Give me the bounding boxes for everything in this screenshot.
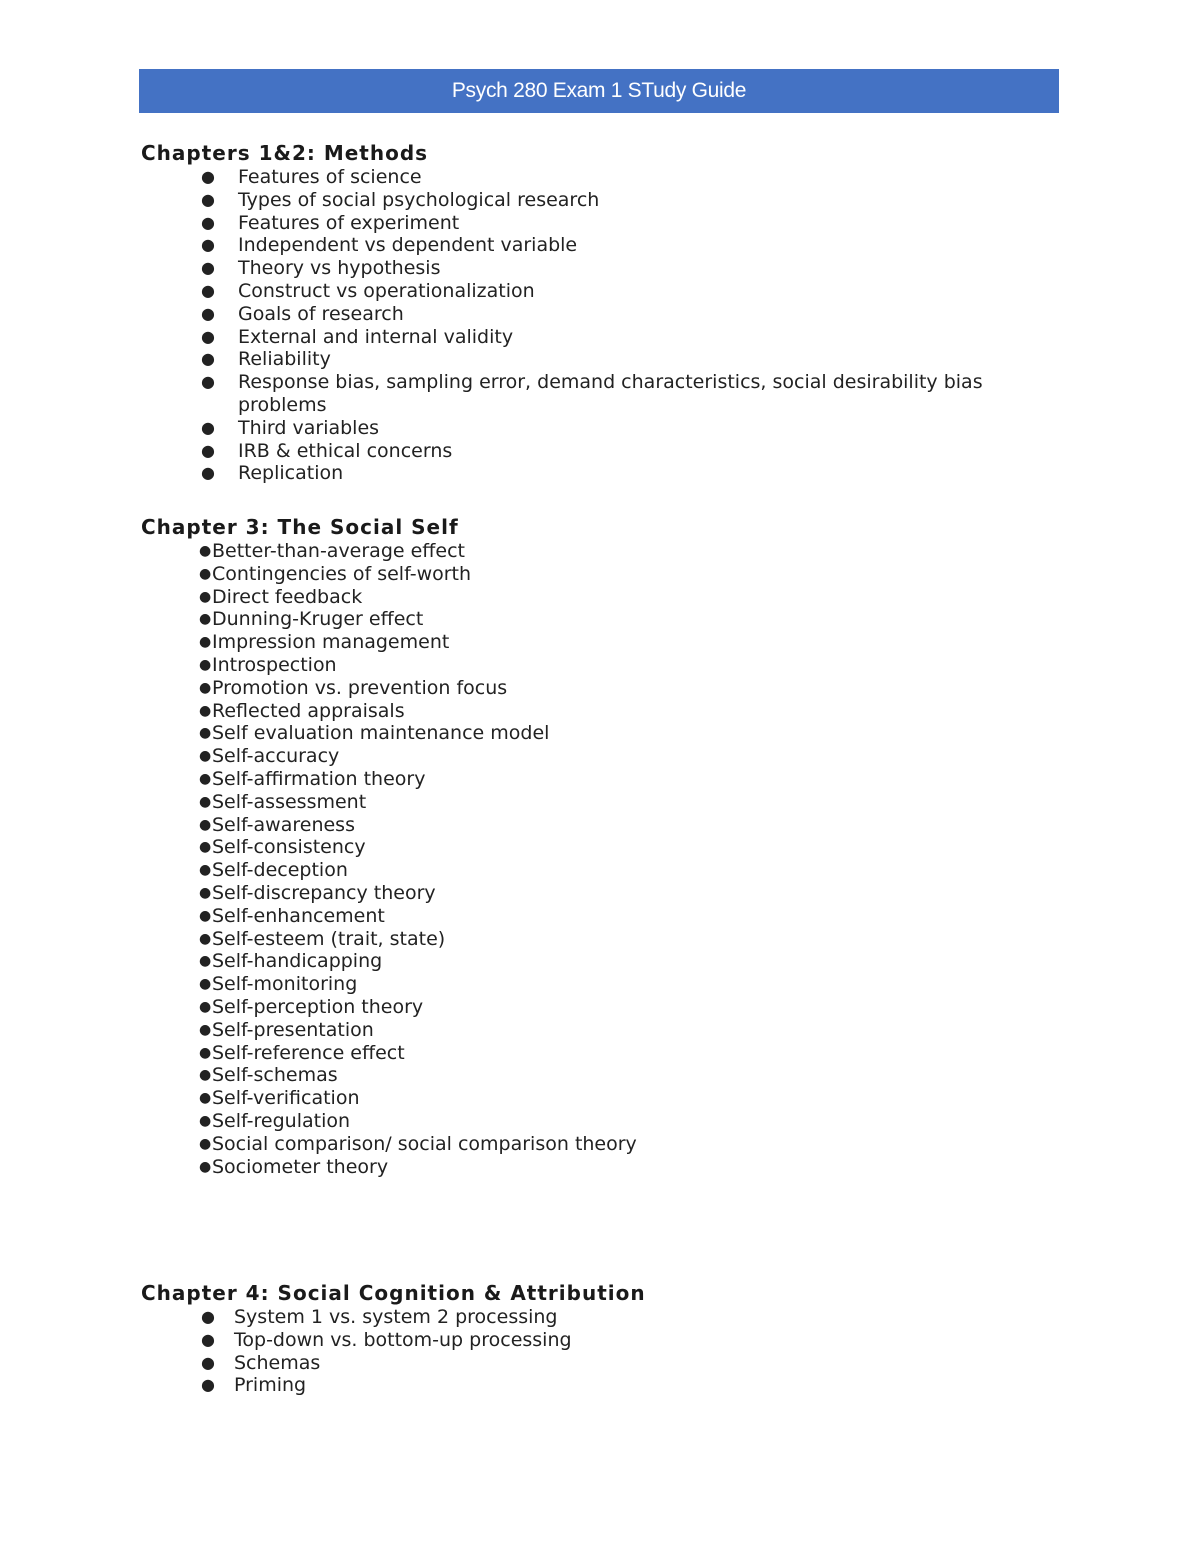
list-item: ● Contingencies of self-worth bbox=[199, 562, 472, 585]
list-item: ● Third variables bbox=[201, 416, 380, 439]
section-heading: Chapter 4: Social Cognition & Attribution bbox=[141, 1281, 646, 1305]
list-item: ● Self-monitoring bbox=[199, 973, 358, 996]
list-item: ● Top-down vs. bottom-up processing bbox=[201, 1328, 572, 1351]
bullet-icon: ● bbox=[199, 679, 212, 696]
list-item: ● System 1 vs. system 2 processing bbox=[201, 1306, 558, 1328]
bullet-icon: ● bbox=[199, 1135, 212, 1152]
list-item: ● Self-esteem (trait, state) bbox=[199, 927, 446, 950]
bullet-icon: ● bbox=[199, 953, 212, 970]
bullet-icon: ● bbox=[199, 725, 212, 742]
social-self-list bbox=[141, 540, 637, 1178]
list-item: ● Goals of research bbox=[201, 302, 404, 325]
list-item: ● Self-awareness bbox=[199, 813, 355, 836]
bullet-icon: ● bbox=[199, 930, 212, 947]
bullet-icon: ● bbox=[199, 1067, 212, 1084]
bullet-icon: ● bbox=[199, 862, 212, 879]
list-item: ● Self-verification bbox=[199, 1087, 360, 1110]
list-item: ● Sociometer theory bbox=[199, 1155, 389, 1178]
bullet-icon: ● bbox=[199, 770, 212, 787]
bullet-icon: ● bbox=[201, 417, 215, 437]
list-item: ● Self-assessment bbox=[199, 790, 367, 813]
list-item: ● Construct vs operationalization bbox=[201, 279, 535, 302]
list-item: ● Promotion vs. prevention focus bbox=[199, 676, 508, 699]
section-heading: Chapters 1&2: Methods bbox=[141, 141, 429, 165]
bullet-icon: ● bbox=[201, 235, 215, 255]
document-title-banner bbox=[139, 69, 1059, 113]
list-item: ● Self-consistency bbox=[199, 836, 366, 859]
bullet-icon: ● bbox=[201, 372, 215, 392]
bullet-icon: ● bbox=[201, 212, 215, 232]
bullet-icon: ● bbox=[201, 349, 215, 369]
section-social-cognition bbox=[141, 1280, 646, 1397]
list-item: ● External and internal validity bbox=[201, 325, 514, 348]
list-item: ● Independent vs dependent variable bbox=[201, 234, 578, 257]
bullet-icon: ● bbox=[201, 303, 215, 323]
bullet-icon: ● bbox=[199, 839, 212, 856]
bullet-icon: ● bbox=[199, 702, 212, 719]
list-item: ● Self-reference effect bbox=[199, 1041, 405, 1064]
list-item: ● Better-than-average effect bbox=[199, 540, 465, 562]
bullet-icon: ● bbox=[199, 1112, 212, 1129]
methods-list bbox=[141, 166, 1028, 485]
section-heading: Chapter 3: The Social Self bbox=[141, 515, 459, 539]
bullet-icon: ● bbox=[199, 998, 212, 1015]
list-item: ● Response bias, sampling error, demand characteristics, social desirability bias problems bbox=[201, 371, 983, 416]
list-item: ● Introspection bbox=[199, 653, 337, 676]
list-item: ● Self-handicapping bbox=[199, 950, 383, 973]
list-item: ● Self-schemas bbox=[199, 1064, 338, 1087]
bullet-icon: ● bbox=[199, 793, 212, 810]
list-item: ● Self-discrepancy theory bbox=[199, 881, 436, 904]
bullet-icon: ● bbox=[201, 189, 215, 209]
list-item: ● IRB & ethical concerns bbox=[201, 439, 453, 462]
bullet-icon: ● bbox=[201, 1329, 215, 1349]
bullet-icon: ● bbox=[199, 656, 212, 673]
social-cognition-list bbox=[141, 1306, 646, 1397]
list-item: ● Self evaluation maintenance model bbox=[199, 722, 550, 745]
list-item: ● Self-regulation bbox=[199, 1109, 351, 1132]
bullet-icon: ● bbox=[199, 816, 212, 833]
bullet-icon: ● bbox=[199, 748, 212, 765]
list-item: ● Theory vs hypothesis bbox=[201, 257, 441, 280]
bullet-icon: ● bbox=[201, 167, 215, 186]
bullet-icon: ● bbox=[201, 463, 215, 483]
list-item: ● Features of experiment bbox=[201, 211, 460, 234]
bullet-icon: ● bbox=[201, 326, 215, 346]
bullet-icon: ● bbox=[201, 258, 215, 278]
list-item: ● Reflected appraisals bbox=[199, 699, 405, 722]
bullet-icon: ● bbox=[199, 1090, 212, 1107]
bullet-icon: ● bbox=[201, 1375, 215, 1395]
list-item: ● Self-accuracy bbox=[199, 745, 340, 768]
bullet-icon: ● bbox=[199, 565, 212, 582]
bullet-icon: ● bbox=[199, 907, 212, 924]
list-item: ● Dunning-Kruger effect bbox=[199, 608, 424, 631]
section-methods bbox=[141, 140, 1028, 485]
bullet-icon: ● bbox=[199, 543, 212, 559]
bullet-icon: ● bbox=[199, 634, 212, 651]
list-item: ● Self-perception theory bbox=[199, 995, 424, 1018]
bullet-icon: ● bbox=[199, 1021, 212, 1038]
list-item: ● Impression management bbox=[199, 631, 450, 654]
bullet-icon: ● bbox=[199, 588, 212, 605]
list-item: ● Features of science bbox=[201, 166, 422, 188]
bullet-icon: ● bbox=[201, 440, 215, 460]
bullet-icon: ● bbox=[199, 884, 212, 901]
bullet-icon: ● bbox=[199, 1158, 212, 1175]
list-item: ● Schemas bbox=[201, 1351, 321, 1374]
list-item: ● Social comparison/ social comparison theory bbox=[199, 1132, 637, 1155]
list-item: ● Self-enhancement bbox=[199, 904, 385, 927]
list-item: ● Types of social psychological research bbox=[201, 188, 600, 211]
bullet-icon: ● bbox=[201, 1307, 215, 1326]
list-item: ● Priming bbox=[201, 1374, 307, 1397]
bullet-icon: ● bbox=[201, 280, 215, 300]
list-item: ● Self-presentation bbox=[199, 1018, 374, 1041]
list-item: ● Reliability bbox=[201, 348, 331, 371]
bullet-icon: ● bbox=[201, 1352, 215, 1372]
list-item: ● Self-affirmation theory bbox=[199, 767, 426, 790]
section-social-self bbox=[141, 514, 637, 1178]
document-title: Psych 280 Exam 1 STudy Guide bbox=[451, 79, 747, 102]
bullet-icon: ● bbox=[199, 611, 212, 628]
list-item: ● Replication bbox=[201, 462, 344, 485]
list-item: ● Self-deception bbox=[199, 859, 348, 882]
bullet-icon: ● bbox=[199, 1044, 212, 1061]
bullet-icon: ● bbox=[199, 976, 212, 993]
list-item: ● Direct feedback bbox=[199, 585, 363, 608]
